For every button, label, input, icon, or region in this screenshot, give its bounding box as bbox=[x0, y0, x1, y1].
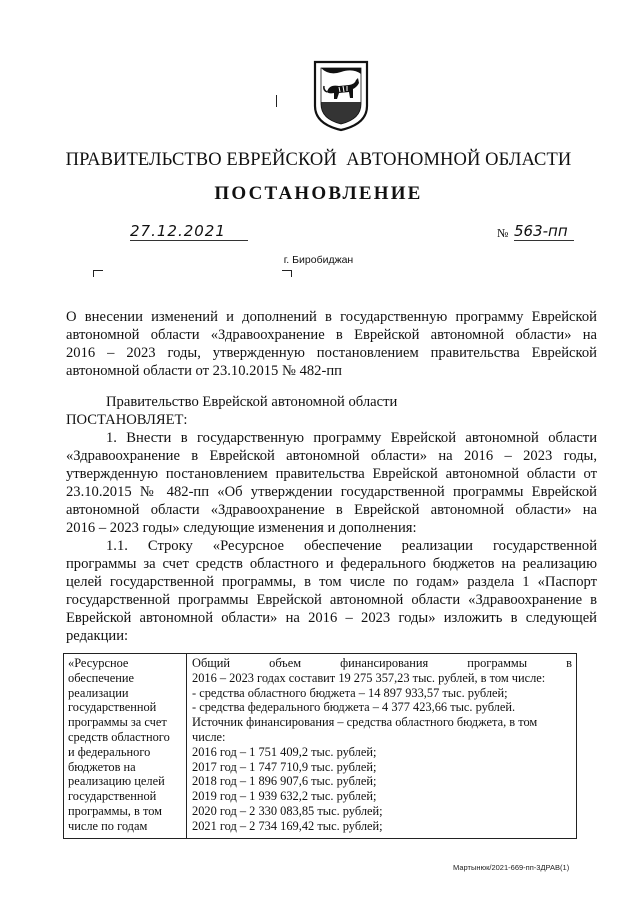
value-line: Общий объем финансирования программы в bbox=[192, 656, 572, 670]
value-line: 2021 год – 2 734 169,42 тыс. рублей; bbox=[192, 818, 383, 833]
value-line: числе: bbox=[192, 729, 226, 744]
label-line: программы за счет bbox=[68, 715, 167, 730]
label-line: средств областного bbox=[68, 729, 170, 744]
item-1-1-line: 1.1. Строку «Ресурсное обеспечение реализации государственной bbox=[106, 538, 597, 554]
item-1-1-line: Еврейской автономной области» на 2016 – 2023 годы» изложить в следующей bbox=[66, 610, 597, 626]
subject-line: 2016 – 2023 годы, утвержденную постановлением правительства Еврейской bbox=[66, 345, 597, 361]
city: г. Биробиджан bbox=[283, 254, 354, 266]
item-1-line: 1. Внести в государственную программу Еврейской автономной области bbox=[106, 430, 597, 446]
label-line: реализацию целей bbox=[68, 774, 165, 789]
document-code: Мартынюк/2021-669-пп-3ДРАВ(1) bbox=[453, 863, 570, 872]
value-line: - средства областного бюджета – 14 897 933,57 тыс. рублей; bbox=[192, 685, 508, 700]
value-line: - средства федерального бюджета – 4 377 423,66 тыс. рублей. bbox=[192, 700, 516, 715]
label-line: государственной bbox=[68, 700, 157, 715]
value-line: Источник финансирования – средства областного бюджета, в том bbox=[192, 715, 538, 730]
item-1-line: 23.10.2015 № 482-пп «Об утверждении государственной программы Еврейской bbox=[66, 484, 597, 500]
label-line: «Ресурсное bbox=[68, 656, 129, 670]
document-date: 27.12.2021 bbox=[130, 222, 248, 241]
punch-mark bbox=[276, 95, 277, 107]
resource-table bbox=[63, 653, 577, 839]
corner-mark-right bbox=[282, 270, 292, 277]
preamble bbox=[66, 393, 597, 429]
item-1-line: «Здравоохранение в Еврейской автономной области» на 2016 – 2023 годы, bbox=[66, 448, 597, 464]
subject-line: автономной области от 23.10.2015 № 482-пп bbox=[66, 363, 342, 379]
preamble-line: Правительство Еврейской автономной области bbox=[106, 394, 398, 410]
coat-of-arms-icon bbox=[309, 56, 373, 132]
label-line: реализации bbox=[68, 685, 129, 700]
item-1-1-line: редакции: bbox=[66, 628, 129, 644]
document-type: ПОСТАНОВЛЕНИЕ bbox=[214, 183, 423, 204]
item-1-line: утвержденную постановлением правительства Еврейской автономной области от bbox=[66, 466, 597, 482]
label-line: числе по годам bbox=[68, 818, 148, 833]
value-line: 2019 год – 1 939 632,2 тыс. рублей; bbox=[192, 789, 377, 804]
preamble-line: ПОСТАНОВЛЯЕТ: bbox=[66, 412, 188, 428]
value-line: 2018 год – 1 896 907,6 тыс. рублей; bbox=[192, 774, 377, 789]
item-1-line: автономной области «Здравоохранение в Еврейской автономной области» на bbox=[66, 502, 597, 518]
table-row bbox=[64, 654, 577, 839]
subject-title bbox=[66, 308, 597, 380]
value-line: 2017 год – 1 747 710,9 тыс. рублей; bbox=[192, 759, 377, 774]
subject-line: автономной области «Здравоохранение в Еврейской автономной области» на bbox=[66, 327, 597, 343]
label-line: и федерального bbox=[68, 744, 151, 759]
item-1 bbox=[66, 429, 597, 537]
item-1-line: 2016 – 2023 годы» следующие изменения и дополнения: bbox=[66, 520, 417, 536]
corner-mark-left bbox=[93, 270, 103, 277]
label-line: программы, в том bbox=[68, 803, 163, 818]
subject-line: О внесении изменений и дополнений в государственную программу Еврейской bbox=[66, 309, 597, 325]
item-1-1 bbox=[66, 537, 597, 645]
label-line: бюджетов на bbox=[68, 759, 136, 774]
label-line: обеспечение bbox=[68, 670, 134, 685]
number-label: № bbox=[497, 226, 509, 240]
value-line: 2016 – 2023 годах составит 19 275 357,23 тыс. рублей, в том числе: bbox=[192, 670, 546, 685]
government-title: ПРАВИТЕЛЬСТВО ЕВРЕЙСКОЙ АВТОНОМНОЙ ОБЛАСТИ bbox=[65, 150, 572, 170]
value-line: 2016 год – 1 751 409,2 тыс. рублей; bbox=[192, 744, 377, 759]
item-1-1-line: программы за счет средств областного и федерального бюджетов на реализацию bbox=[66, 556, 597, 572]
table-cell-value bbox=[187, 654, 577, 839]
value-line: 2020 год – 2 330 083,85 тыс. рублей; bbox=[192, 803, 383, 818]
label-line: государственной bbox=[68, 789, 157, 804]
item-1-1-line: государственной программы Еврейской автономной области «Здравоохранение в bbox=[66, 592, 597, 608]
document-number: 563-пп bbox=[514, 222, 574, 241]
table-cell-label bbox=[64, 654, 187, 839]
item-1-1-line: целей государственной программы, в том числе по годам» раздела 1 «Паспорт bbox=[66, 574, 597, 590]
